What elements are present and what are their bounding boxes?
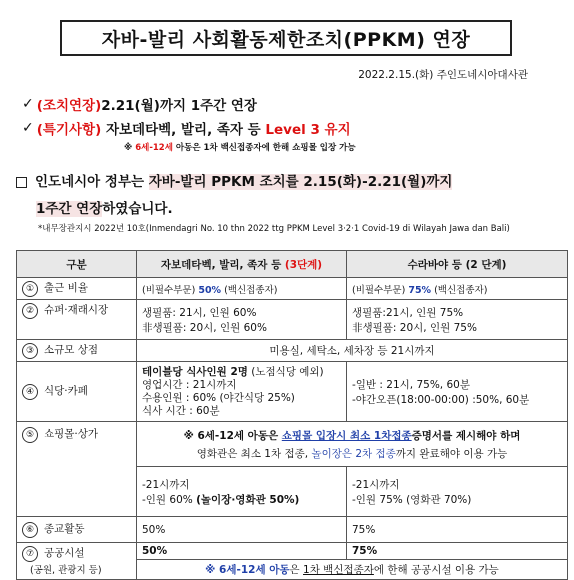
reference-note: *내무장관지시 2022년 10호(Inmendagri No. 10 thn 2022 ttg PPKM Level 3·2·1 Covid-19 di Wilayah Jawa dan Bali) bbox=[38, 224, 510, 234]
header-level3: 자보데타벡, 발리, 족자 등 (3단계) bbox=[137, 251, 347, 278]
highlight-note: ※ 6세-12세 아동은 1차 백신접종자에 한해 쇼핑몰 입장 가능 bbox=[124, 143, 356, 153]
square-bullet-icon bbox=[16, 177, 27, 188]
check-icon: ✓ bbox=[22, 96, 34, 112]
table-row: ⑦ 공공시설 (공원, 관광지 등) 50% 75% bbox=[17, 543, 568, 560]
highlight-special: ✓ (특기사항) 자보데타벡, 발리, 족자 등 Level 3 유지 bbox=[22, 120, 351, 138]
table-row: ⑥ 종교활동 50% 75% bbox=[17, 517, 568, 543]
page-title-box bbox=[60, 20, 512, 56]
highlight-extension: ✓ (조치연장) 2.21(월)까지 1주간 연장 bbox=[22, 96, 257, 114]
table-row: ① 출근 비율 (비필수부문) 50% (백신접종자) (비필수부문) 75% (백신접종자) bbox=[17, 278, 568, 300]
highlights bbox=[22, 92, 356, 153]
table-row: ④ 식당·카페 테이블당 식사인원 2명 (노점식당 예외) 영업시간 : 21시까지 수용인원 : 60% (야간식당 25%) 식사 시간 : 60분 -일반 : 21시, 75%, 60분 -야간오픈(18:00-00:00) :50%, 60분 bbox=[17, 362, 568, 422]
table-row: ⑤ 쇼핑몰·상가 ※ 6세-12세 아동은 쇼핑몰 입장시 최소 1차접종증명서를 제시해야 하며 영화관은 최소 1차 접종, 놀이장은 2차 접종까지 완료해야 이용 가능 bbox=[17, 422, 568, 467]
page-title: 자바-발리 사회활동제한조치(PPKM) 연장 bbox=[101, 28, 471, 51]
header-category: 구분 bbox=[17, 251, 137, 278]
table-header-row bbox=[17, 251, 568, 278]
header-level2: 수라바야 등 (2 단계) bbox=[347, 251, 568, 278]
table-row: -21시까지 -인원 60% (놀이장·영화관 50%) -21시까지 -인원 75% (영화관 70%) bbox=[17, 467, 568, 517]
check-icon: ✓ bbox=[22, 120, 34, 136]
table-row: ※ 6세-12세 아동은 1차 백신접종자에 한해 공공시설 이용 가능 bbox=[17, 560, 568, 580]
measures-table bbox=[16, 250, 568, 580]
date-line: 2022.2.15.(화) 주인도네시아대사관 bbox=[358, 69, 528, 81]
table-row: ② 슈퍼·재래시장 생필품: 21시, 인원 60% 非생필품: 20시, 인원 60% 생필품:21시, 인원 75% 非생필품: 20시, 인원 75% bbox=[17, 300, 568, 340]
table-row: ③ 소규모 상점 미용실, 세탁소, 세차장 등 21시까지 bbox=[17, 340, 568, 362]
announcement: 인도네시아 정부는 자바-발리 PPKM 조치를 2.15(화)-2.21(월)까지 1주간 연장하였습니다. bbox=[16, 170, 566, 217]
